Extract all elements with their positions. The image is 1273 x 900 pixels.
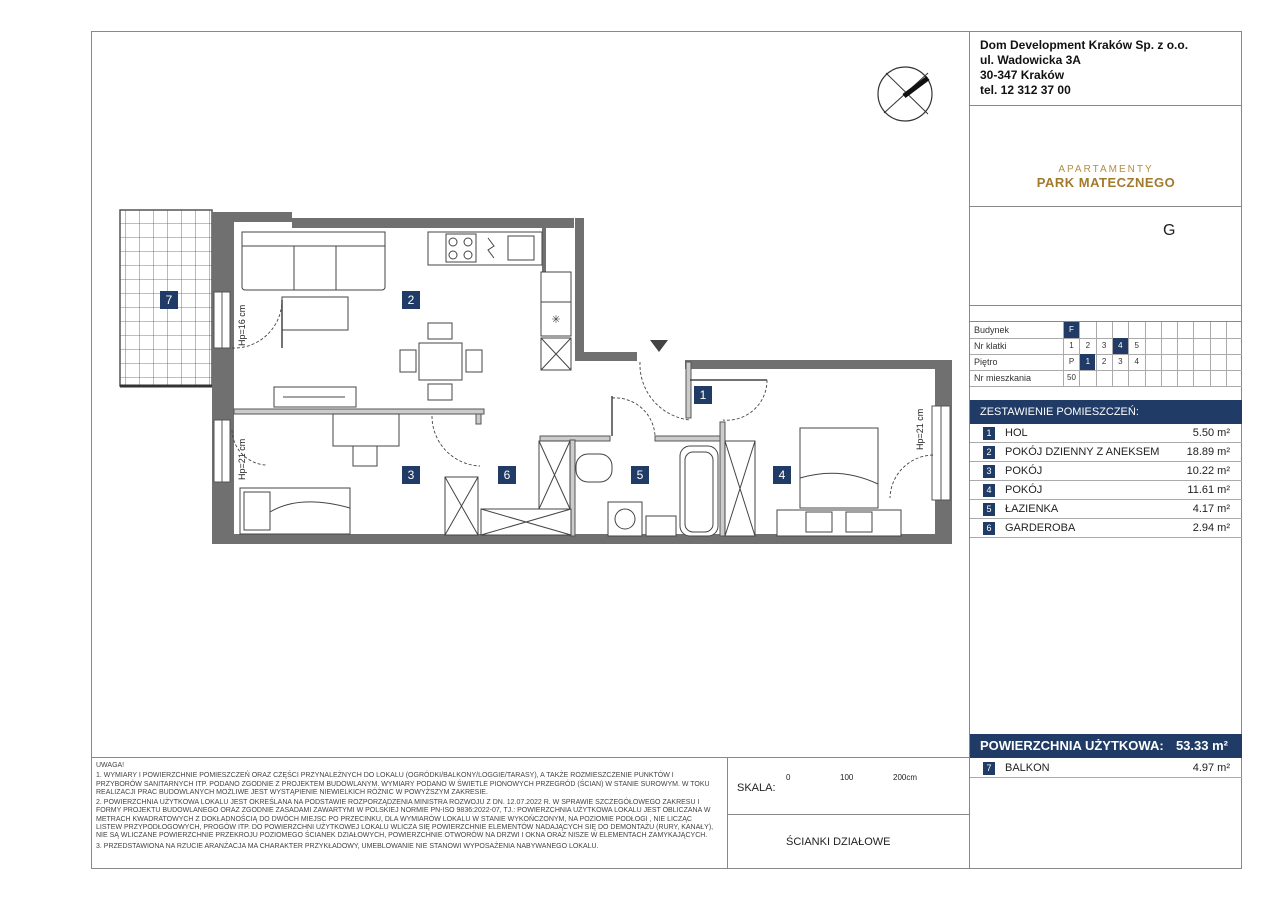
room-number: 4 [983,484,995,497]
room-number: 5 [983,503,995,516]
room-row [970,462,1242,481]
info-label: Piętro [974,357,998,367]
info-cell [1210,338,1226,354]
info-row-budynek [970,322,1242,339]
room-row [970,443,1242,462]
north-arrow-icon [878,67,932,121]
info-cell [1161,370,1177,386]
room-row [970,424,1242,443]
room-row [970,500,1242,519]
info-label: Budynek [974,325,1010,335]
room-tag-2: 2 [402,291,420,309]
sofa [242,232,385,290]
room-number: 3 [983,465,995,478]
info-cell: 1 [1079,354,1095,370]
scale-tick: 200cm [893,773,918,782]
total-area-value: 53.33 m² [1175,738,1228,753]
scale-divider [727,757,728,869]
brand-line-1: APARTAMENTY [1058,164,1154,175]
room-number: 1 [983,427,995,440]
info-cell: 4 [1128,354,1144,370]
legend-label: ŚCIANKI DZIAŁOWE [786,836,891,848]
brand-line-2: PARK MATECZNEGO [1036,175,1176,190]
info-cell: 3 [1096,338,1112,354]
bathroom-fixtures [576,441,755,536]
room-name: POKÓJ [1005,465,1043,477]
info-cell [1226,322,1242,338]
coffee-table [282,297,348,330]
logo-subtext: DEVELOPMENT [1170,70,1212,76]
notes [96,762,716,853]
bed-room-3 [240,488,350,534]
room-area: 5.50 m² [1192,427,1230,439]
room-tag-6: 6 [498,466,516,484]
company-phone: tel. 12 312 37 00 [980,83,1071,97]
info-cell [1112,370,1128,386]
info-cell [1128,370,1144,386]
room-name: BALKON [1005,762,1050,774]
info-cell [1161,354,1177,370]
info-cell [1226,370,1242,386]
room-row [970,519,1242,538]
note-2: 2. POWIERZCHNIA UŻYTKOWA LOKALU JEST OKREŚLANA NA PODSTAWIE ROZPORZĄDZENIA MINISTRA ROZWOJU Z DN. 12.07.2022 R. W SPRAWIE SZCZEGÓŁOWEGO ZAKRESU I FORMY PROJEKTU BUDOWLANEGO ORAZ ZGODNIE ZASADAMI ZAWARTYMI W POLSKIEJ NORMIE PN-ISO 9836:2022-07, TJ.: POWIERZCHNIA UŻYTKOWA LOKALU JEST OBLICZANA W METRACH KWADRATOWYCH Z DOKŁADNOŚCIĄ DO DWÓCH MIEJSC PO PRZECINKU, DLA WYMIARÓW LOKALU W STANIE WYKOŃCZONYM, NA POZIOMIE PODŁOGI , NIE LICZĄC LISTEW PRZYPODŁOGOWYCH, PROGÓW ITP. DO POWIERZCHNI UŻYTKOWEJ LOKALU WLICZA SIĘ POWIERZCHNIE ELEMENTÓW NADAJĄCYCH SIĘ DO DEMONTAŻU (RURY, KANAŁY), NIE SĄ WLICZANE POWIERZCHNIE PRZEKROJU POZIOMEGO ŚCIANEK DZIAŁOWYCH, POWIERZCHNIE OTWORÓW NA DRZWI I OKNA ORAZ NISZE W ELEMENTACH ZAMYKAJĄCYCH. [96,799,714,840]
room-area: 11.61 m² [1187,484,1230,496]
brand-divider [969,206,1242,207]
info-cell [1128,322,1144,338]
room-row [970,481,1242,500]
company-divider [969,105,1242,106]
bed-room-4 [777,428,901,536]
notes-title: UWAGA! [96,762,125,769]
company-street: ul. Wadowicka 3A [980,53,1081,67]
info-cell: 50 [1063,370,1079,386]
room-area: 4.97 m² [1192,762,1230,774]
info-cell [1193,354,1209,370]
info-cell: 2 [1079,338,1095,354]
svg-text:✳: ✳ [551,314,561,326]
info-cell [1112,322,1128,338]
info-cell: 1 [1063,338,1079,354]
floor-plan [92,32,968,757]
info-cell [1161,322,1177,338]
room-number: 7 [983,762,995,775]
info-row-klatka [970,338,1242,355]
scale-label: SKALA: [737,782,776,794]
balcony-row [970,759,1242,778]
info-cell [1193,338,1209,354]
room-name: HOL [1005,427,1028,439]
company-address [980,38,1188,98]
room-area: 2.94 m² [1192,522,1230,534]
room-area: 4.17 m² [1192,503,1230,515]
key-plan-building-letter: G [1163,222,1176,239]
company-name: Dom Development Kraków Sp. z o.o. [980,38,1189,52]
info-label: Nr klatki [974,341,1007,351]
info-cell [1161,338,1177,354]
info-cell [1193,370,1209,386]
room-area: 10.22 m² [1186,465,1230,477]
info-cell: P [1063,354,1079,370]
info-cell [1177,354,1193,370]
room-number: 2 [983,446,995,459]
info-row-pietro [970,354,1242,371]
room-number: 6 [983,522,995,535]
note-1: 1. WYMIARY I POWIERZCHNIE POMIESZCZEŃ ORAZ CZĘŚCI PRZYNALEŻNYCH DO LOKALU (OGRÓDKI/BALKONY/LOGGIE/TARASY), A TAKŻE ROZMIESZCZENIE PUNKTÓW I PRZYBORÓW SANITARNYCH ITP. PODANO ZGODNIE Z PROJEKTEM BUDOWLANYM. WYMIARY PODANO W ŚWIETLE PIONOWYCH PRZEGRÓD (ŚCIAN) W STANIE SUROWYM. W TOKU REALIZACJI PRAC BUDOWLANYCH MOŻLIWE JEST WYSTĄPIENIE NIEWIELKICH RÓŻNIC W POWYŻSZYM ZAKRESIE. [96,772,710,796]
room-area: 18.89 m² [1186,446,1230,458]
info-cell [1226,338,1242,354]
entrance-marker [650,340,668,352]
desk [333,414,399,466]
info-cell [1177,338,1193,354]
company-city: 30-347 Kraków [980,68,1065,82]
info-label: Nr mieszkania [974,373,1032,383]
room-tag-4: 4 [773,466,791,484]
room-tag-7: 7 [160,291,178,309]
rooms-header: ZESTAWIENIE POMIESZCZEŃ: [970,400,1242,424]
window-sill-height-note: Hp=16 cm [237,304,247,346]
room-name: ŁAZIENKA [1005,503,1059,515]
info-cell [1145,354,1161,370]
scale-tick: 0 [786,773,791,782]
info-cell: 2 [1096,354,1112,370]
room-name: GARDEROBA [1005,522,1076,534]
info-cell: F [1063,322,1079,338]
window-sill-height-note: Hp=21 cm [915,408,925,450]
info-cell [1210,354,1226,370]
room-tag-5: 5 [631,466,649,484]
info-cell [1145,338,1161,354]
room-name: POKÓJ DZIENNY Z ANEKSEM [1005,446,1160,458]
info-cell: 4 [1112,338,1128,354]
info-cell [1145,370,1161,386]
logo-text: DOM [1174,53,1208,69]
wardrobes [445,441,571,535]
info-cell [1096,322,1112,338]
window-sill-height-note: Hp=21 cm [237,438,247,480]
info-row-mieszkanie [970,370,1242,387]
info-cell [1079,370,1095,386]
scale-legend-divider [727,814,969,815]
info-cell [1226,354,1242,370]
info-cell [1177,370,1193,386]
info-cell: 5 [1128,338,1144,354]
scale-tick: 100 [840,773,854,782]
info-cell [1193,322,1209,338]
info-cell [1096,370,1112,386]
notes-divider [91,757,969,758]
total-area-label: POWIERZCHNIA UŻYTKOWA: [980,738,1164,753]
keyplan-divider [969,305,1242,306]
note-3: 3. PRZEDSTAWIONA NA RZUCIE ARANŻACJA MA CHARAKTER PRZYKŁADOWY, UMEBLOWANIE NIE STANOWI WYPOSAŻENIA NABYWANEGO LOKALU. [96,842,599,850]
room-name: POKÓJ [1005,484,1043,496]
total-area [970,734,1242,758]
dining-table [400,323,482,400]
info-cell [1145,322,1161,338]
room-tag-3: 3 [402,466,420,484]
info-cell [1210,370,1226,386]
room-tag-1: 1 [694,386,712,404]
info-cell: 3 [1112,354,1128,370]
info-cell [1079,322,1095,338]
info-cell [1210,322,1226,338]
info-cell [1177,322,1193,338]
